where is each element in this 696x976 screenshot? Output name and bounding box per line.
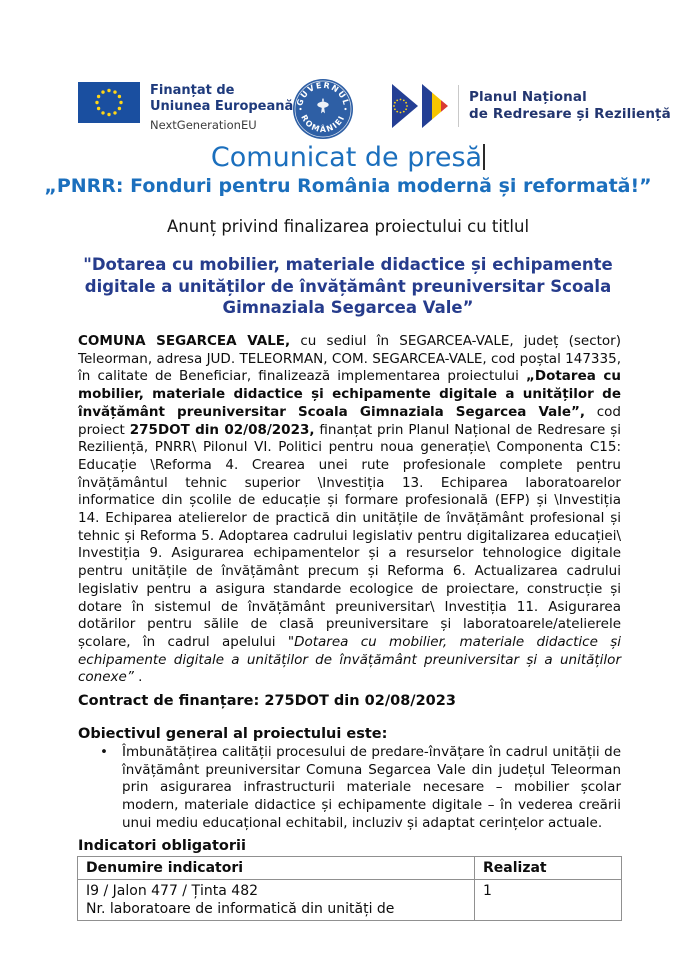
indicator-name-cell bbox=[78, 880, 475, 921]
pnrr-text-line1: Planul Național bbox=[469, 89, 587, 105]
header-logos bbox=[0, 76, 696, 148]
pnrr-separator bbox=[458, 85, 459, 127]
body-segment: . bbox=[133, 669, 143, 686]
seal-text-top: GUVERNUL bbox=[295, 80, 351, 107]
body-segment: „Dotarea cu mobilier, materiale didactice și echipamente digitale a unităților de învățământ preuniversitar Scoala Gimnaziala Segarcea Vale”, bbox=[78, 368, 621, 420]
body-segment: cu sediul în SEGARCEA-VALE, județ (sector) Teleorman, adresa JUD. TELEORMAN, COM. SEGARCEA-VALE, cod poștal 147335, în calitate de Beneficiar, finalizează implementarea proiectului bbox=[78, 333, 621, 385]
eu-funded-line1: Finanțat de bbox=[150, 83, 235, 98]
indicators-table bbox=[77, 856, 622, 921]
announcement-line: Anunț privind finalizarea proiectului cu titlul bbox=[166, 217, 530, 236]
body-segment: COMUNA SEGARCEA VALE, bbox=[78, 333, 291, 349]
eu-funded-line2: Uniunea Europeană bbox=[150, 99, 294, 114]
eu-logo-text bbox=[150, 82, 293, 133]
text-cursor bbox=[483, 144, 485, 170]
indicators-heading: Indicatori obligatorii bbox=[78, 838, 246, 854]
body-segment: finanțat prin Planul Național de Redresare și Reziliență, PNRR\ Pilonul VI. Politici pentru noua generație\ Componenta C15: Educație \Reforma 4. Crearea unei rute profesionale complete pentru învățământul tehnic superior \Investiția 13. Echiparea laboratoarelor informatice din școlile de educație și formare profesională (EFP) și \Investiția 14. Echiparea atelierelor de practică din unitățile de învățământ profesional și tehnic și Reforma 5. Adoptarea cadrului legislativ pentru digitalizarea educației\ Investiția 9. Asigurarea echipamentelor și a resurselor tehnologice digitale pentru unitățile de învățământ precum și Reforma 6. Actualizarea cadrului legislativ pentru a asigura standarde ecologice de proiectare, construcție și dotare în sistemul de învățământ preuniversitar\ Investiția 11. Asigurarea dotărilor pentru sălile de clasă preuniversitare și laboratoarele/atelierele școlare, în cadrul apelului bbox=[78, 421, 621, 650]
indicator-value-cell: 1 bbox=[475, 880, 622, 921]
body-paragraph bbox=[78, 333, 621, 687]
table-header-realizat: Realizat bbox=[475, 857, 622, 880]
body-segment: "Dotarea cu mobilier, materiale didactice și echipamente digitale a unităților de învățământ preuniversitar și a unităților conexe” bbox=[78, 633, 621, 686]
table-row bbox=[78, 880, 622, 921]
body-segment: 275DOT din 02/08/2023, bbox=[129, 421, 315, 438]
pnrr-text-line2: de Redresare și Reziliență bbox=[469, 106, 671, 122]
body-segment: cod proiect bbox=[78, 403, 621, 438]
pnrr-arrows-icon bbox=[392, 83, 450, 129]
bullet-marker: • bbox=[100, 744, 108, 760]
objective-bullet-text: Îmbunătățirea calității procesului de predare-învățare în cadrul unității de învățământ preuniversitar Comuna Segarcea Vale din județul Teleorman prin asigurarea infrastructurii materiale necesare – mobilier școlar modern, materiale didactice și echipamente digitale – în vederea creării unui mediu educațional echitabil, incluziv și adaptat cerințelor actuale. bbox=[122, 744, 621, 831]
press-release-title-text: Comunicat de presă bbox=[210, 142, 483, 173]
seal-text-bottom: ROMÂNIEI bbox=[299, 113, 347, 135]
eu-nextgen-label: NextGenerationEU bbox=[150, 118, 257, 132]
government-seal-icon bbox=[291, 76, 355, 142]
objective-bullet-item bbox=[100, 744, 621, 833]
indicator-name-line2: Nr. laboratoare de informatică din unități de bbox=[86, 901, 395, 917]
pnrr-logo-text bbox=[469, 89, 671, 123]
romanian-government-seal bbox=[291, 76, 355, 146]
contract-line: Contract de finanțare: 275DOT din 02/08/2023 bbox=[78, 693, 456, 709]
table-header-denumire: Denumire indicatori bbox=[78, 857, 475, 880]
pnrr-logo bbox=[392, 83, 671, 129]
press-release-title[interactable] bbox=[0, 143, 696, 173]
eu-flag-icon bbox=[78, 82, 140, 123]
eu-funding-logo bbox=[78, 82, 293, 133]
indicator-name-line1: I9 / Jalon 477 / Ținta 482 bbox=[86, 883, 259, 899]
project-title: "Dotarea cu mobilier, materiale didactice și echipamente digitale a unităților de învățământ preuniversitar Scoala Gimnaziala Segarcea Vale” bbox=[83, 255, 613, 317]
press-release-subtitle: „PNRR: Fonduri pentru România modernă și reformată!” bbox=[44, 175, 652, 197]
table-header-row bbox=[78, 857, 622, 880]
objective-heading: Obiectivul general al proiectului este: bbox=[78, 726, 388, 742]
